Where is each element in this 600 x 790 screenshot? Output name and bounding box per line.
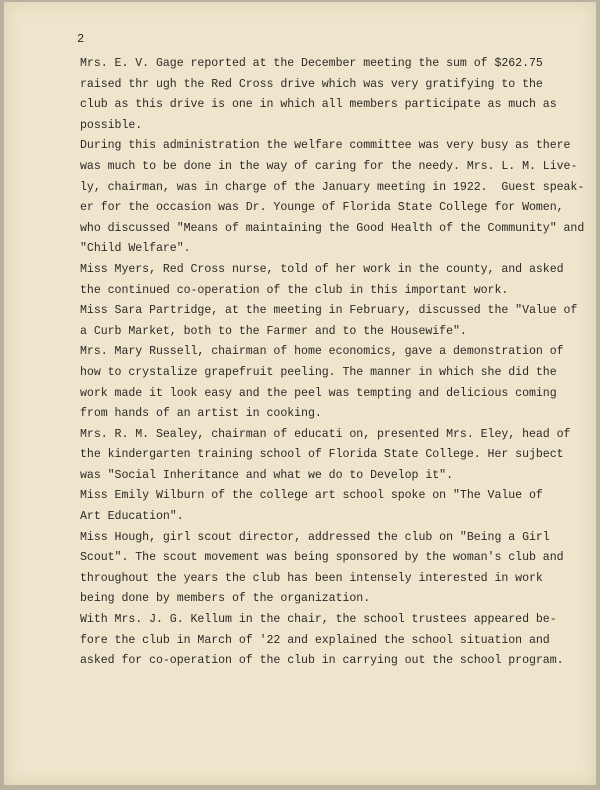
paragraph	[80, 610, 586, 672]
document-page	[4, 2, 596, 785]
paragraph	[80, 136, 586, 260]
text-line: asked for co-operation of the club in carrying out the school program.	[80, 654, 564, 668]
text-line: work made it look easy and the peel was tempting and delicious coming	[80, 386, 557, 400]
text-line: throughout the years the club has been intensely interested in work	[80, 571, 543, 585]
text-line: Scout". The scout movement was being sponsored by the woman's club and	[80, 551, 564, 565]
text-line: was "Social Inheritance and what we do to Develop it".	[80, 468, 453, 482]
document-body	[80, 54, 586, 672]
text-line: Miss Hough, girl scout director, addressed the club on "Being a Girl	[80, 530, 550, 544]
text-line: "Child Welfare".	[80, 242, 191, 256]
text-line: Miss Emily Wilburn of the college art school spoke on "The Value of	[80, 489, 543, 503]
text-line: fore the club in March of '22 and explained the school situation and	[80, 633, 550, 647]
text-line: Mrs. R. M. Sealey, chairman of educati on, presented Mrs. Eley, head of	[80, 427, 571, 441]
paragraph	[80, 260, 586, 301]
text-line: During this administration the welfare committee was very busy as there	[80, 139, 571, 153]
text-line: how to crystalize grapefruit peeling. The manner in which she did the	[80, 365, 557, 379]
text-line: Mrs. E. V. Gage reported at the December meeting the sum of $262.75	[80, 57, 543, 70]
text-line: Miss Sara Partridge, at the meeting in February, discussed the "Value of	[80, 304, 578, 318]
text-line: who discussed "Means of maintaining the Good Health of the Community" and	[80, 221, 585, 235]
text-line: raised thr ugh the Red Cross drive which was very gratifying to the	[80, 77, 543, 91]
paragraph	[80, 301, 586, 342]
paragraph	[80, 54, 586, 136]
text-line: With Mrs. J. G. Kellum in the chair, the school trustees appeared be-	[80, 613, 557, 627]
text-line: Art Education".	[80, 510, 184, 524]
paragraph	[80, 425, 586, 487]
text-line: was much to be done in the way of caring for the needy. Mrs. L. M. Live-	[80, 159, 578, 173]
page-number: 2	[77, 32, 85, 46]
paragraph	[80, 528, 586, 610]
text-line: er for the occasion was Dr. Younge of Florida State College for Women,	[80, 201, 564, 215]
text-line: possible.	[80, 118, 143, 132]
text-line: a Curb Market, both to the Farmer and to the Housewife".	[80, 324, 467, 338]
paragraph	[80, 342, 586, 424]
paragraph	[80, 486, 586, 527]
text-line: Mrs. Mary Russell, chairman of home economics, gave a demonstration of	[80, 345, 564, 359]
text-line: the kindergarten training school of Florida State College. Her sujbect	[80, 448, 564, 462]
text-line: the continued co-operation of the club in this important work.	[80, 283, 509, 297]
text-line: ly, chairman, was in charge of the January meeting in 1922. Guest speak-	[80, 180, 585, 194]
text-line: from hands of an artist in cooking.	[80, 407, 322, 421]
text-line: club as this drive is one in which all members participate as much as	[80, 98, 557, 112]
text-line: being done by members of the organization.	[80, 592, 371, 606]
text-line: Miss Myers, Red Cross nurse, told of her work in the county, and asked	[80, 262, 564, 276]
